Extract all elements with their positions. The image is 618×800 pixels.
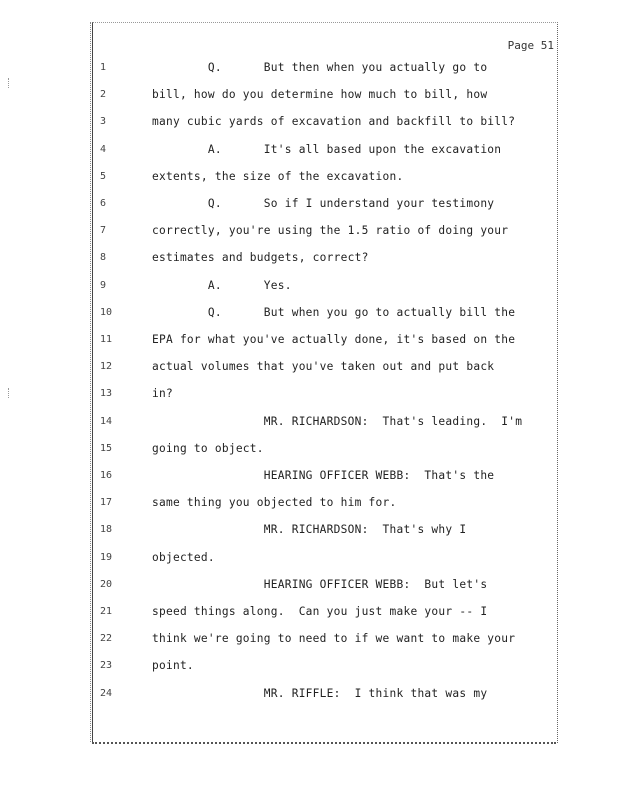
line-text: extents, the size of the excavation. xyxy=(152,169,404,183)
line-text: Q. But then when you actually go to xyxy=(152,61,488,74)
line-text: MR. RICHARDSON: That's why I xyxy=(152,523,467,537)
transcript-line xyxy=(0,656,618,676)
line-number: 24 xyxy=(100,687,113,699)
transcript-line xyxy=(0,167,618,187)
line-number: 4 xyxy=(100,143,107,155)
transcript-line xyxy=(0,602,618,622)
line-text: A. It's all based upon the excavation xyxy=(152,142,502,156)
transcript-line xyxy=(0,221,618,241)
line-text: same thing you objected to him for. xyxy=(152,496,397,510)
transcript-line xyxy=(0,439,618,459)
line-number: 6 xyxy=(100,198,107,209)
transcript-line xyxy=(0,248,618,268)
transcript-line xyxy=(0,629,618,649)
line-text: MR. RIFFLE: I think that was my xyxy=(152,686,488,700)
transcript-line xyxy=(0,520,618,540)
transcript-line xyxy=(0,493,618,513)
line-number: 21 xyxy=(100,606,113,617)
page-number: Page 51 xyxy=(507,39,554,52)
line-number: 13 xyxy=(100,388,113,400)
line-text: correctly, you're using the 1.5 ratio of doing your xyxy=(152,224,509,238)
line-number: 10 xyxy=(100,306,113,318)
line-text: HEARING OFFICER WEBB: That's the xyxy=(152,469,495,482)
transcript-line xyxy=(0,194,618,214)
line-number: 19 xyxy=(100,551,113,563)
line-number: 17 xyxy=(100,497,113,509)
line-text: speed things along. Can you just make your -- I xyxy=(152,605,488,618)
transcript-line xyxy=(0,85,618,105)
line-text: many cubic yards of excavation and backfill to bill? xyxy=(152,115,516,129)
line-number: 16 xyxy=(100,470,113,481)
transcript-line xyxy=(0,276,618,296)
transcript-line xyxy=(0,384,618,404)
line-number: 2 xyxy=(100,89,107,101)
line-number: 22 xyxy=(100,633,113,645)
line-number: 20 xyxy=(100,578,113,590)
transcript-line xyxy=(0,575,618,595)
line-number: 8 xyxy=(100,252,107,264)
line-text: objected. xyxy=(152,550,215,564)
line-number: 14 xyxy=(100,415,113,427)
line-number: 12 xyxy=(100,361,113,373)
line-number: 18 xyxy=(100,524,113,536)
line-text: think we're going to need to if we want to make your xyxy=(152,632,516,646)
transcript-line xyxy=(0,466,618,486)
line-text: bill, how do you determine how much to bill, how xyxy=(152,88,488,102)
line-number: 5 xyxy=(100,170,107,182)
transcript-line xyxy=(0,357,618,377)
transcript-line xyxy=(0,684,618,704)
line-number: 11 xyxy=(100,334,113,345)
line-number: 23 xyxy=(100,660,113,672)
transcript-line xyxy=(0,412,618,432)
transcript-line xyxy=(0,330,618,350)
bottom-rule xyxy=(92,742,556,744)
line-text: Q. So if I understand your testimony xyxy=(152,197,495,210)
line-text: point. xyxy=(152,659,194,673)
line-text: estimates and budgets, correct? xyxy=(152,251,369,265)
transcript-line xyxy=(0,112,618,132)
line-text: MR. RICHARDSON: That's leading. I'm xyxy=(152,414,523,428)
line-number: 15 xyxy=(100,442,113,454)
line-text: HEARING OFFICER WEBB: But let's xyxy=(152,577,488,591)
line-text: A. Yes. xyxy=(152,278,292,292)
transcript-line xyxy=(0,140,618,160)
line-number: 9 xyxy=(100,279,107,291)
transcript-line xyxy=(0,303,618,323)
transcript-line xyxy=(0,548,618,568)
line-text: actual volumes that you've taken out and put back xyxy=(152,360,495,374)
line-text: going to object. xyxy=(152,441,264,455)
line-text: EPA for what you've actually done, it's based on the xyxy=(152,333,516,346)
transcript-line xyxy=(0,58,618,78)
line-number: 7 xyxy=(100,225,107,237)
line-text: in? xyxy=(152,387,173,401)
line-number: 3 xyxy=(100,116,107,128)
line-text: Q. But when you go to actually bill the xyxy=(152,305,516,319)
line-number: 1 xyxy=(100,62,107,73)
